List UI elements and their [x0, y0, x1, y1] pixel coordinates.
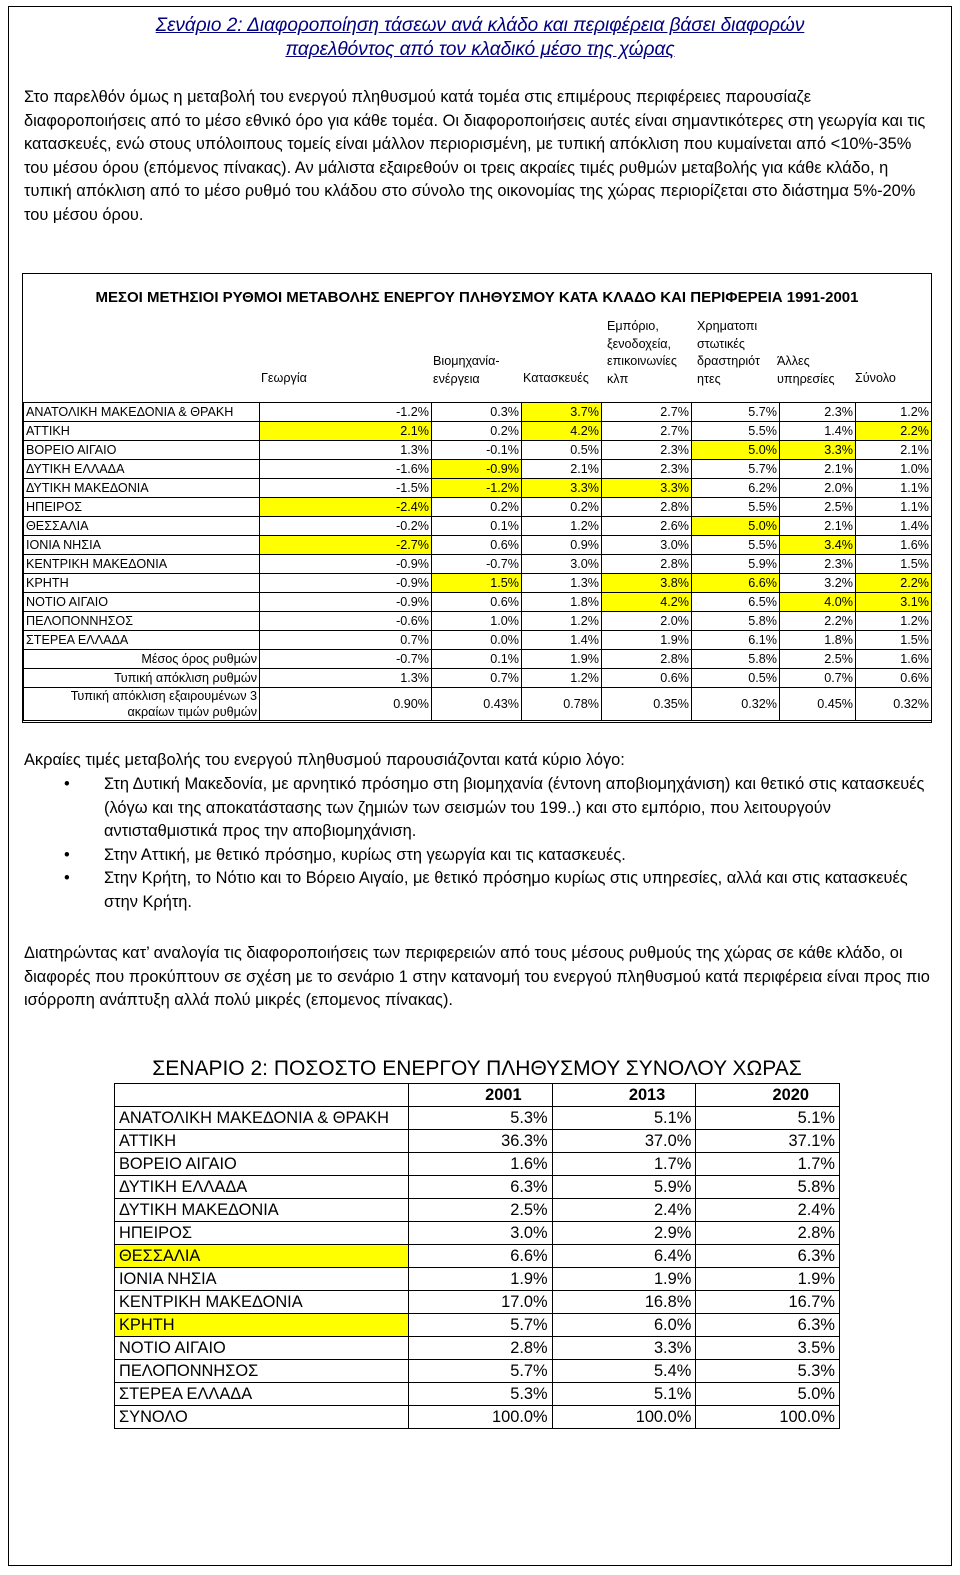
rate-cell: 1.4% [856, 517, 932, 536]
rate-cell: -0.1% [432, 441, 522, 460]
region-name: ΑΝΑΤΟΛΙΚΗ ΜΑΚΕΔΟΝΙΑ & ΘΡΑΚΗ [24, 403, 260, 422]
table-row [115, 1268, 840, 1291]
share-cell: 1.7% [696, 1153, 840, 1176]
rate-cell: 2.2% [856, 422, 932, 441]
rate-cell: 5.9% [692, 555, 780, 574]
rate-cell: 0.7% [260, 631, 432, 650]
region-name: ΣΤΕΡΕΑ ΕΛΛΑΔΑ [24, 631, 260, 650]
region-name: ΣΥΝΟΛΟ [115, 1406, 409, 1429]
table-row [115, 1406, 840, 1429]
rate-cell: 6.1% [692, 631, 780, 650]
summary-label: Μέσος όρος ρυθμών [24, 650, 260, 669]
rate-cell: 0.5% [522, 441, 602, 460]
table-row [115, 1314, 840, 1337]
rate-cell: -1.5% [260, 479, 432, 498]
rate-cell: 2.0% [602, 612, 692, 631]
second-paragraph: Διατηρώντας κατ’ αναλογία τις διαφοροποιήσεις των περιφερειών από τους μέσους ρυθμούς της χώρας σε κάθε κλάδο, οι διαφορές που προκύπτουν σε σχέση με το σενάριο 1 στην κατανομή του ενεργού πληθυσμού κατά περιφέρεια είναι προς πιο ισόρροπη ανάπτυξη αλλά πολύ μικρές (επομενος πίνακας). [24, 944, 930, 1009]
rate-cell: 1.0% [432, 612, 522, 631]
summary-cell: 0.5% [692, 669, 780, 688]
rate-cell: 1.8% [522, 593, 602, 612]
region-name: ΠΕΛΟΠΟΝΝΗΣΟΣ [24, 612, 260, 631]
summary-cell: 0.45% [780, 688, 856, 721]
rate-cell: 2.1% [780, 460, 856, 479]
table-row [24, 631, 932, 650]
region-name: ΔΥΤΙΚΗ ΕΛΛΑΔΑ [115, 1176, 409, 1199]
summary-cell: 5.8% [692, 650, 780, 669]
table-row [24, 479, 932, 498]
rate-cell: -0.2% [260, 517, 432, 536]
rate-cell: -0.9% [432, 460, 522, 479]
share-cell: 2.4% [696, 1199, 840, 1222]
region-name: ΚΕΝΤΡΙΚΗ ΜΑΚΕΔΟΝΙΑ [24, 555, 260, 574]
rate-cell: 0.9% [522, 536, 602, 555]
table-row [115, 1107, 840, 1130]
rate-cell: 3.3% [780, 441, 856, 460]
rate-cell: 5.7% [692, 403, 780, 422]
summary-cell: 1.2% [522, 669, 602, 688]
list-item: • Στην Αττική, με θετικό πρόσημο, κυρίως στη γεωργία και τις κατασκευές. [64, 844, 944, 868]
share-cell: 5.0% [696, 1383, 840, 1406]
rate-cell: 2.3% [780, 555, 856, 574]
share-cell: 5.3% [408, 1383, 552, 1406]
rate-cell: 1.0% [856, 460, 932, 479]
rate-cell: -1.2% [432, 479, 522, 498]
column-header: Άλλες υπηρεσίες [777, 354, 835, 386]
region-name: ΙΟΝΙΑ ΝΗΣΙΑ [24, 536, 260, 555]
summary-row [24, 669, 932, 688]
table-row [115, 1176, 840, 1199]
rate-cell: 6.2% [692, 479, 780, 498]
rate-cell: 4.0% [780, 593, 856, 612]
column-header: Κατασκευές [523, 371, 589, 385]
table-row [115, 1222, 840, 1245]
region-name: ΙΟΝΙΑ ΝΗΣΙΑ [115, 1268, 409, 1291]
share-table-header-row [115, 1084, 840, 1107]
share-cell: 5.1% [696, 1107, 840, 1130]
list-item: • Στη Δυτική Μακεδονία, με αρνητικό πρόσημο στη βιομηχανία (έντονη αποβιομηχάνιση) και θετικό στις κατασκευές (λόγω και της αποκατάστασης των ζημιών των σεισμών του 199..) και στο εμπόριο, που λειτουργούν αντισταθμιστικά προς την αποβιομηχάνιση. [64, 773, 944, 844]
share-cell: 6.0% [552, 1314, 696, 1337]
growth-rates-title-text: ΜΕΣΟΙ ΜΕΤΗΣΙΟΙ ΡΥΘΜΟΙ ΜΕΤΑΒΟΛΗΣ ΕΝΕΡΓΟΥ ΠΛΗΘΥΣΜΟΥ ΚΑΤΑ ΚΛΑΔΟ ΚΑΙ ΠΕΡΙΦΕΡΕΙΑ 1991-2001 [95, 289, 859, 306]
summary-cell: -0.7% [260, 650, 432, 669]
share-cell: 5.1% [552, 1383, 696, 1406]
share-cell: 2.4% [552, 1199, 696, 1222]
rate-cell: 5.7% [692, 460, 780, 479]
table-row [115, 1199, 840, 1222]
column-header: Σύνολο [855, 371, 896, 385]
share-cell: 2.9% [552, 1222, 696, 1245]
region-name: ΔΥΤΙΚΗ ΜΑΚΕΔΟΝΙΑ [24, 479, 260, 498]
rate-cell: -0.6% [260, 612, 432, 631]
year-header: 2001 [408, 1084, 552, 1107]
share-cell: 6.6% [408, 1245, 552, 1268]
rate-cell: 2.5% [780, 498, 856, 517]
share-table [114, 1055, 840, 1429]
share-cell: 1.9% [408, 1268, 552, 1291]
rate-cell: 0.2% [432, 498, 522, 517]
share-cell: 5.9% [552, 1176, 696, 1199]
rate-cell: 5.5% [692, 536, 780, 555]
share-cell: 17.0% [408, 1291, 552, 1314]
share-cell: 3.0% [408, 1222, 552, 1245]
title-line-1: Σενάριο 2: Διαφοροποίηση τάσεων ανά κλάδο και περιφέρεια βάσει διαφορών [155, 15, 805, 36]
rate-cell: 2.2% [856, 574, 932, 593]
rate-cell: 5.0% [692, 441, 780, 460]
share-cell: 100.0% [696, 1406, 840, 1429]
summary-label: Τυπική απόκλιση ρυθμών [24, 669, 260, 688]
column-header: Βιομηχανία-ενέργεια [433, 354, 500, 386]
share-cell: 37.1% [696, 1130, 840, 1153]
table-row [24, 422, 932, 441]
share-cell: 5.7% [408, 1360, 552, 1383]
rate-cell: 0.1% [432, 517, 522, 536]
rate-cell: 3.7% [522, 403, 602, 422]
rate-cell: 2.0% [780, 479, 856, 498]
table-row [24, 460, 932, 479]
rate-cell: 1.2% [522, 612, 602, 631]
summary-cell: 1.6% [856, 650, 932, 669]
rate-cell: -1.6% [260, 460, 432, 479]
rate-cell: 5.5% [692, 422, 780, 441]
rate-cell: 0.6% [432, 593, 522, 612]
rate-cell: 1.3% [522, 574, 602, 593]
rate-cell: 1.2% [856, 612, 932, 631]
summary-row [24, 650, 932, 669]
share-cell: 2.5% [408, 1199, 552, 1222]
table-row [24, 498, 932, 517]
rate-cell: 3.8% [602, 574, 692, 593]
share-cell: 5.8% [696, 1176, 840, 1199]
rate-cell: -0.9% [260, 593, 432, 612]
share-cell: 16.7% [696, 1291, 840, 1314]
summary-cell: 2.8% [602, 650, 692, 669]
year-header: 2020 [696, 1084, 840, 1107]
rate-cell: 1.8% [780, 631, 856, 650]
rate-cell: 6.6% [692, 574, 780, 593]
title-line-2: παρελθόντος από τον κλαδικό μέσο της χώρας [285, 39, 675, 60]
region-name: ΔΥΤΙΚΗ ΜΑΚΕΔΟΝΙΑ [115, 1199, 409, 1222]
rate-cell: 0.2% [522, 498, 602, 517]
column-header: Εμπόριο, ξενοδοχεία, επικοινωνίες κλπ [607, 319, 677, 386]
rate-cell: 2.1% [780, 517, 856, 536]
share-cell: 100.0% [408, 1406, 552, 1429]
region-name: ΠΕΛΟΠΟΝΝΗΣΟΣ [115, 1360, 409, 1383]
growth-rates-body [23, 402, 932, 721]
table-row [115, 1245, 840, 1268]
rate-cell: 1.5% [856, 631, 932, 650]
share-cell: 5.4% [552, 1360, 696, 1383]
region-name: ΚΡΗΤΗ [115, 1314, 409, 1337]
rate-cell: -2.7% [260, 536, 432, 555]
rate-cell: 3.4% [780, 536, 856, 555]
year-header: 2013 [552, 1084, 696, 1107]
rate-cell: -0.9% [260, 555, 432, 574]
rate-cell: 4.2% [602, 593, 692, 612]
rate-cell: 0.2% [432, 422, 522, 441]
rate-cell: 2.2% [780, 612, 856, 631]
region-name: ΝΟΤΙΟ ΑΙΓΑΙΟ [24, 593, 260, 612]
rate-cell: 3.1% [856, 593, 932, 612]
share-cell: 16.8% [552, 1291, 696, 1314]
share-cell: 1.9% [552, 1268, 696, 1291]
rate-cell: 2.8% [602, 555, 692, 574]
rate-cell: 1.4% [522, 631, 602, 650]
growth-rates-table-title [23, 286, 931, 310]
share-cell: 6.3% [696, 1245, 840, 1268]
region-name: ΗΠΕΙΡΟΣ [24, 498, 260, 517]
summary-cell: 0.32% [856, 688, 932, 721]
rate-cell: 2.7% [602, 403, 692, 422]
rate-cell: 1.9% [602, 631, 692, 650]
rate-cell: 5.5% [692, 498, 780, 517]
rate-cell: 1.5% [432, 574, 522, 593]
table-row [24, 612, 932, 631]
rate-cell: 5.8% [692, 612, 780, 631]
share-cell: 6.3% [696, 1314, 840, 1337]
region-name: ΑΤΤΙΚΗ [24, 422, 260, 441]
summary-cell: 0.35% [602, 688, 692, 721]
rate-cell: 0.6% [432, 536, 522, 555]
table-row [24, 593, 932, 612]
page-title [0, 14, 960, 62]
findings-list [64, 773, 944, 914]
rate-cell: 1.2% [522, 517, 602, 536]
region-name: ΑΤΤΙΚΗ [115, 1130, 409, 1153]
rate-cell: 2.8% [602, 498, 692, 517]
bullets-intro: Ακραίες τιμές μεταβολής του ενεργού πληθυσμού παρουσιάζονται κατά κύριο λόγο: [24, 751, 625, 769]
region-name: ΑΝΑΤΟΛΙΚΗ ΜΑΚΕΔΟΝΙΑ & ΘΡΑΚΗ [115, 1107, 409, 1130]
region-name: ΒΟΡΕΙΟ ΑΙΓΑΙΟ [24, 441, 260, 460]
column-header: Γεωργία [261, 371, 307, 385]
rate-cell: 1.3% [260, 441, 432, 460]
rate-cell: 2.1% [522, 460, 602, 479]
rate-cell: 2.3% [602, 460, 692, 479]
summary-label: Τυπική απόκλιση εξαιρουμένων 3 ακραίων τιμών ρυθμών [24, 688, 260, 721]
rate-cell: 0.0% [432, 631, 522, 650]
rate-cell: 3.0% [522, 555, 602, 574]
summary-cell: 0.7% [432, 669, 522, 688]
share-table-grid [114, 1083, 840, 1429]
share-cell: 2.8% [408, 1337, 552, 1360]
region-name: ΚΕΝΤΡΙΚΗ ΜΑΚΕΔΟΝΙΑ [115, 1291, 409, 1314]
share-cell: 100.0% [552, 1406, 696, 1429]
summary-cell: 0.90% [260, 688, 432, 721]
rate-cell: 2.3% [780, 403, 856, 422]
share-cell: 6.4% [552, 1245, 696, 1268]
table-row [24, 574, 932, 593]
share-cell: 5.3% [408, 1107, 552, 1130]
table-row [115, 1153, 840, 1176]
summary-cell: 0.6% [856, 669, 932, 688]
table-row [24, 555, 932, 574]
region-name: ΒΟΡΕΙΟ ΑΙΓΑΙΟ [115, 1153, 409, 1176]
rate-cell: 3.2% [780, 574, 856, 593]
summary-cell: 0.7% [780, 669, 856, 688]
table-row [24, 517, 932, 536]
list-item: • Στην Κρήτη, το Νότιο και το Βόρειο Αιγαίο, με θετικό πρόσημο κυρίως στις υπηρεσίες, αλλά και στις κατασκευές στην Κρήτη. [64, 867, 944, 914]
rate-cell: 2.1% [856, 441, 932, 460]
share-cell: 37.0% [552, 1130, 696, 1153]
table-row [115, 1337, 840, 1360]
share-cell: 1.7% [552, 1153, 696, 1176]
summary-cell: 0.1% [432, 650, 522, 669]
share-cell: 5.1% [552, 1107, 696, 1130]
rate-cell: 2.1% [260, 422, 432, 441]
share-cell: 1.9% [696, 1268, 840, 1291]
rate-cell: 0.3% [432, 403, 522, 422]
summary-cell: 1.9% [522, 650, 602, 669]
rate-cell: 3.3% [522, 479, 602, 498]
share-cell: 36.3% [408, 1130, 552, 1153]
table-row [24, 441, 932, 460]
rate-cell: 1.1% [856, 479, 932, 498]
rate-cell: 2.3% [602, 441, 692, 460]
region-name: ΝΟΤΙΟ ΑΙΓΑΙΟ [115, 1337, 409, 1360]
share-cell: 6.3% [408, 1176, 552, 1199]
table-row [115, 1360, 840, 1383]
table-row [24, 403, 932, 422]
summary-cell: 0.43% [432, 688, 522, 721]
rate-cell: 3.0% [602, 536, 692, 555]
share-cell: 5.3% [696, 1360, 840, 1383]
rate-cell: 1.6% [856, 536, 932, 555]
rate-cell: -2.4% [260, 498, 432, 517]
rate-cell: -0.7% [432, 555, 522, 574]
rate-cell: 1.1% [856, 498, 932, 517]
table-row [115, 1383, 840, 1406]
rate-cell: 1.5% [856, 555, 932, 574]
summary-cell: 0.32% [692, 688, 780, 721]
share-cell: 3.3% [552, 1337, 696, 1360]
share-cell: 5.7% [408, 1314, 552, 1337]
summary-cell: 0.78% [522, 688, 602, 721]
intro-paragraph: Στο παρελθόν όμως η μεταβολή του ενεργού πληθυσμού κατά τομέα στις επιμέρους περιφέρειες παρουσίαζε διαφοροποιήσεις από το μέσο εθνικό όρο για κάθε τομέα. Οι διαφοροποιήσεις αυτές είναι σημαντικότερες στη γεωργία και τις κατασκευές, ενώ στους υπόλοιπους τομείς είναι μάλλον περιορισμένη, με τυπική απόκλιση που κυμαίνεται από <10%-35% του μέσου όρου (επόμενος πίνακας). Αν μάλιστα εξαιρεθούν οι τρεις ακραίες τιμές ρυθμών μεταβολής για κάθε κλάδο, η τυπική απόκλιση από το μέσο ρυθμό του κλάδου στο σύνολο της οικονομίας της χώρας περιορίζεται στο διάστημα 5%-20% του μέσου όρου. [24, 88, 926, 224]
share-table-title: ΣΕΝΑΡΙΟ 2: ΠΟΣΟΣΤΟ ΕΝΕΡΓΟΥ ΠΛΗΘΥΣΜΟΥ ΣΥΝΟΛΟΥ ΧΩΡΑΣ [152, 1057, 802, 1080]
column-header: Χρηματοπι στωτικές δραστηριότ ητες [697, 319, 760, 386]
summary-row [24, 688, 932, 721]
rate-cell: 6.5% [692, 593, 780, 612]
table-row [24, 536, 932, 555]
rate-cell: 1.2% [856, 403, 932, 422]
region-name: ΣΤΕΡΕΑ ΕΛΛΑΔΑ [115, 1383, 409, 1406]
summary-cell: 2.5% [780, 650, 856, 669]
corner-cell [115, 1084, 409, 1107]
rate-cell: 3.3% [602, 479, 692, 498]
table-row [115, 1291, 840, 1314]
growth-rates-table [22, 273, 932, 723]
share-cell: 1.6% [408, 1153, 552, 1176]
rate-cell: 5.0% [692, 517, 780, 536]
region-name: ΘΕΣΣΑΛΙΑ [115, 1245, 409, 1268]
rate-cell: 1.4% [780, 422, 856, 441]
table-row [115, 1130, 840, 1153]
share-cell: 2.8% [696, 1222, 840, 1245]
summary-cell: 0.6% [602, 669, 692, 688]
share-cell: 3.5% [696, 1337, 840, 1360]
region-name: ΘΕΣΣΑΛΙΑ [24, 517, 260, 536]
region-name: ΔΥΤΙΚΗ ΕΛΛΑΔΑ [24, 460, 260, 479]
region-name: ΚΡΗΤΗ [24, 574, 260, 593]
rate-cell: 2.7% [602, 422, 692, 441]
region-name: ΗΠΕΙΡΟΣ [115, 1222, 409, 1245]
rate-cell: 4.2% [522, 422, 602, 441]
rate-cell: 2.6% [602, 517, 692, 536]
summary-cell: 1.3% [260, 669, 432, 688]
rate-cell: -1.2% [260, 403, 432, 422]
rate-cell: -0.9% [260, 574, 432, 593]
